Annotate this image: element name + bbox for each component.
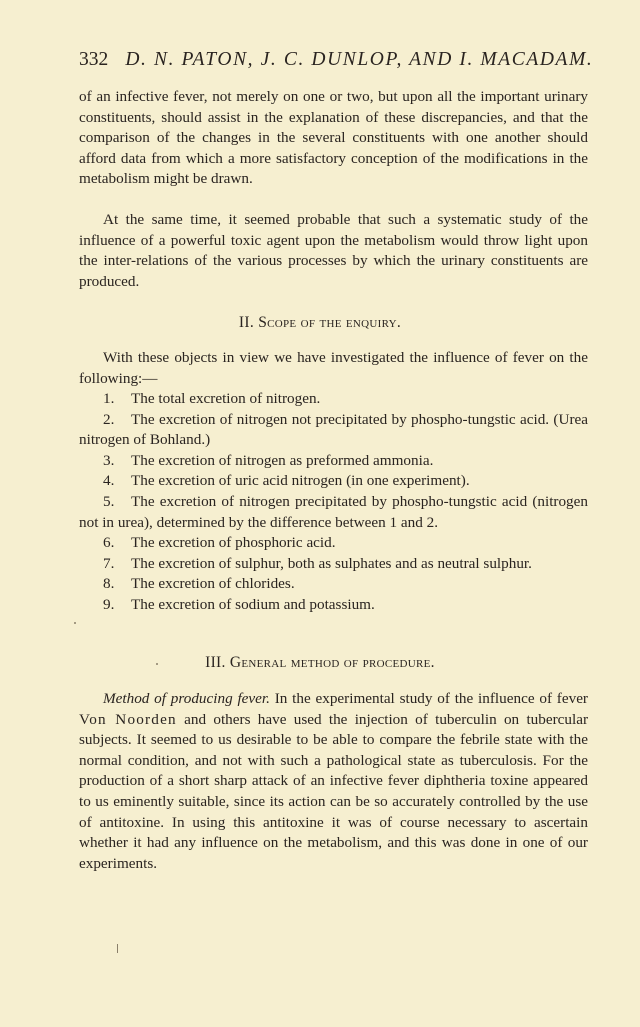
section-heading-method: [0, 654, 640, 672]
paper-speck: [117, 944, 118, 953]
paragraph-text: With these objects in view we have investigated the influence of fever on the following:—: [79, 349, 588, 387]
paragraph-method: [79, 689, 588, 874]
paragraph-continuation: [79, 87, 588, 190]
list-item: 2. The excretion of nitrogen not precipitated by phospho-tungstic acid. (Urea nitrogen of Bohland.): [79, 410, 588, 449]
paper-speck: [156, 663, 158, 665]
paper-speck: [74, 622, 76, 624]
list-item: 8. The excretion of chlorides.: [103, 575, 295, 593]
section-numeral: II.: [238, 314, 255, 331]
paragraph-text: At the same time, it seemed probable that such a systematic study of the influence of a powerful toxic agent upon the metabolism would throw light upon the inter-relations of the various processes by which the urinary constituents are produced.: [79, 211, 588, 290]
enquiry-list: [79, 389, 588, 616]
section-numeral: III.: [205, 654, 226, 671]
header-authors: D. N. PATON, J. C. DUNLOP, AND I. MACADAM.: [125, 49, 594, 70]
paragraph-objects: [79, 348, 588, 389]
paragraph-text: of an infective fever, not merely on one or two, but upon all the important urinary constituents, should assist in the explanation of these discrepancies, and that the comparison of the changes in the several constituents with one another should afford data from which a more satisfactory conception of the modifications in the metabolism might be drawn.: [79, 88, 588, 188]
list-item: 3. The excretion of nitrogen as preformed ammonia.: [103, 451, 434, 469]
running-header: [79, 49, 594, 71]
section-title: General method of procedure.: [229, 654, 435, 671]
section-heading-scope: [0, 314, 640, 332]
list-item: 9. The excretion of sodium and potassium.: [103, 595, 375, 613]
paragraph-systematic-study: [79, 210, 588, 292]
author-name: Von Noorden: [79, 710, 177, 728]
paragraph-lead: Method of producing fever.: [103, 690, 270, 707]
page-number: 332: [79, 49, 109, 70]
list-item: 5. The excretion of nitrogen precipitated by phospho-tungstic acid (nitrogen not in urea), determined by the difference between 1 and 2.: [79, 492, 588, 531]
list-item: 1. The total excretion of nitrogen.: [103, 390, 321, 407]
list-item: 7. The excretion of sulphur, both as sulphates and as neutral sulphur.: [103, 554, 532, 572]
section-title: Scope of the enquiry.: [258, 314, 402, 331]
list-item: 6. The excretion of phosphoric acid.: [103, 534, 336, 552]
paragraph-text: Method of producing fever. In the experimental study of the influence of fever Von Noorden and others have used the injection of tuberculin on tubercular subjects. It seemed to us desirable to be able to compare the febrile state with the normal condition, and not with such a pathological state as tuberculosis. For the production of a short sharp attack of an infective fever diphtheria toxine appeared to us eminently suitable, since its action can be so accurately controlled by the use of antitoxine. In using this antitoxine it was of course necessary to ascertain whether it had any influence on the metabolism, and this was done in one of our experiments.: [79, 690, 589, 872]
list-item: 4. The excretion of uric acid nitrogen (in one experiment).: [103, 472, 470, 490]
